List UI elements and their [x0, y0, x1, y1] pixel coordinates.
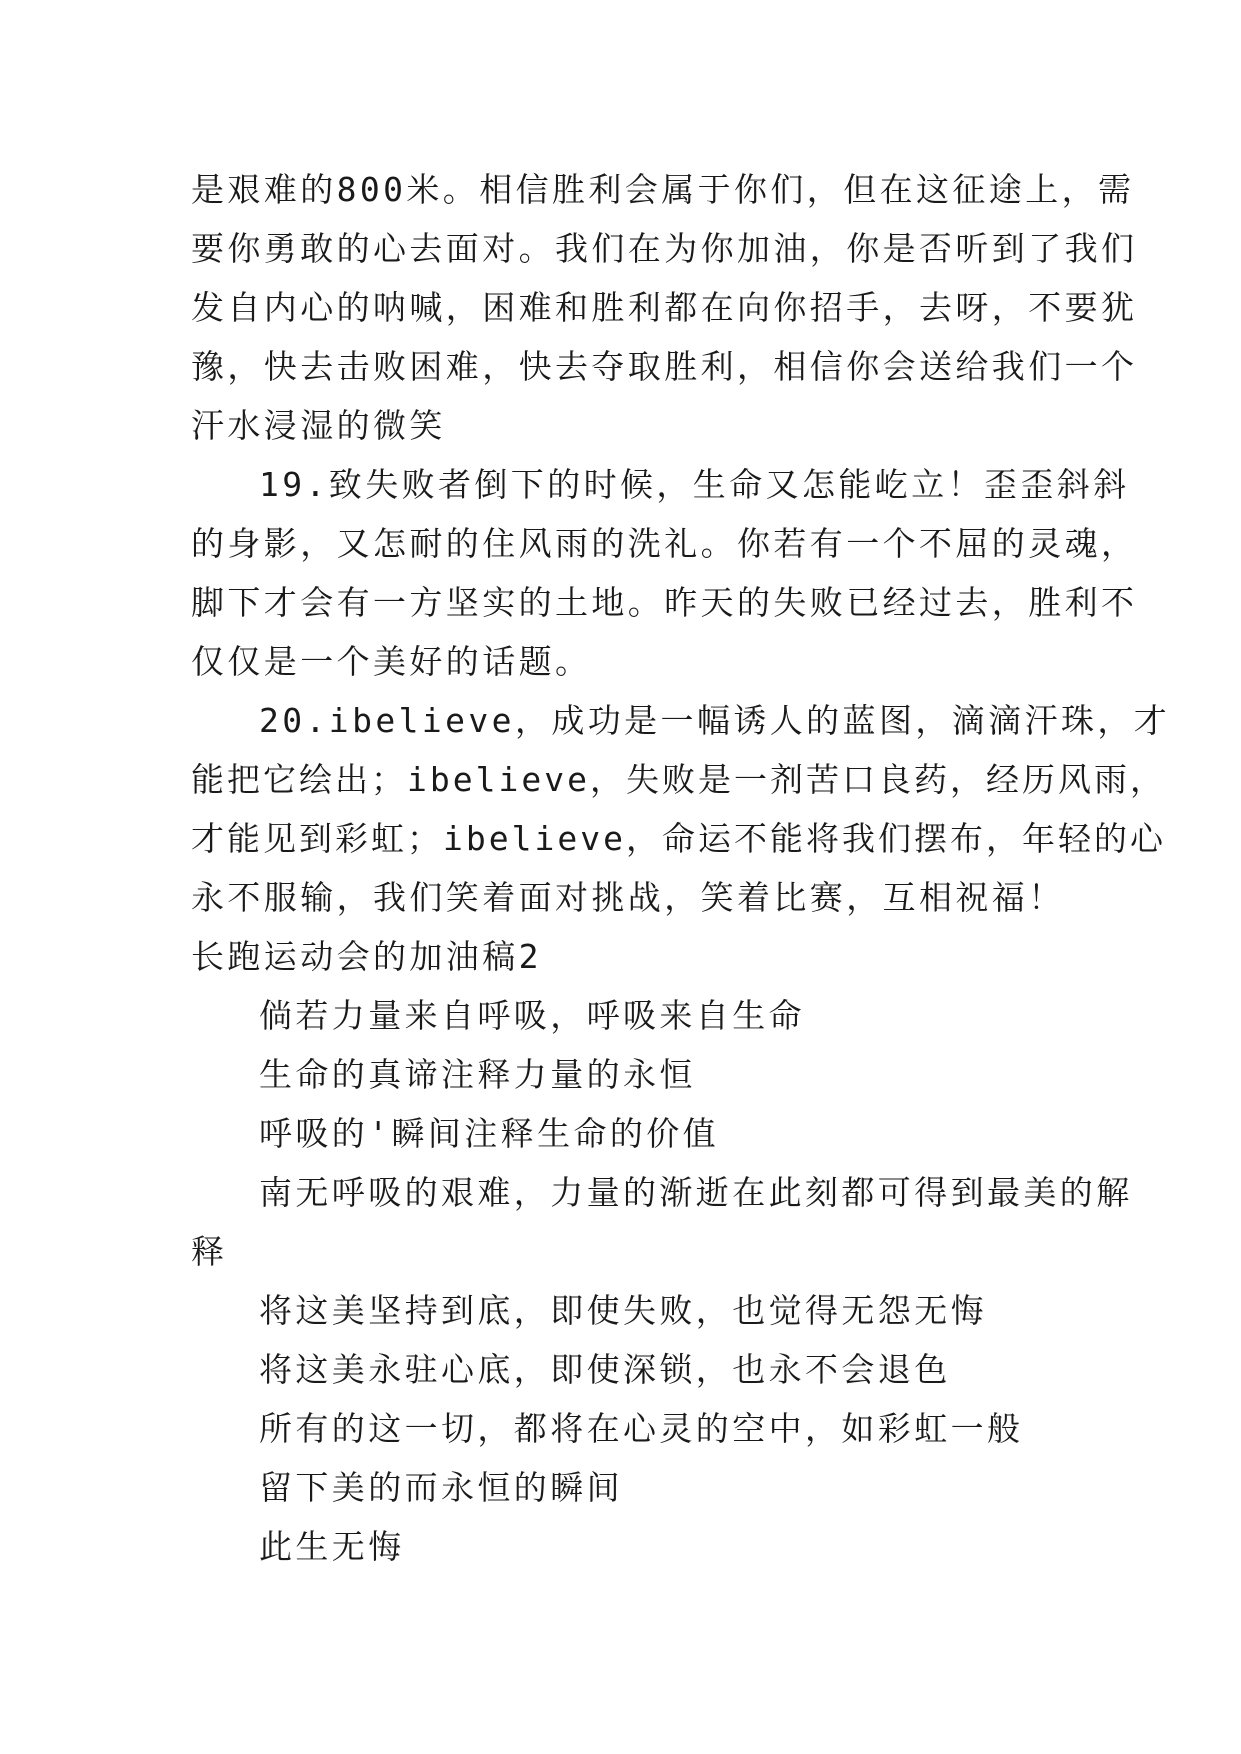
poem-line: 将这美永驻心底，即使深锁，也永不会退色	[259, 1350, 951, 1389]
poem-line: 将这美坚持到底，即使失败，也觉得无怨无悔	[259, 1291, 987, 1330]
paragraph-line: 汗水浸湿的微笑	[191, 406, 446, 445]
paragraph-line: 能把它绘出；ibelieve，失败是一剂苦口良药，经历风雨，	[191, 760, 1166, 799]
paragraph-line: 永不服输，我们笑着面对挑战，笑着比赛，互相祝福！	[191, 878, 1065, 917]
text-column	[191, 160, 1171, 1576]
paragraph-line: 豫，快去击败困难，快去夺取胜利，相信你会送给我们一个	[191, 347, 1138, 386]
paragraph-line: 19.致失败者倒下的时候，生命又怎能屹立！歪歪斜斜	[259, 465, 1130, 504]
paragraph-line: 是艰难的800米。相信胜利会属于你们，但在这征途上，需	[191, 170, 1135, 209]
paragraph-line: 20.ibelieve，成功是一幅诱人的蓝图，滴滴汗珠，才	[259, 701, 1171, 740]
paragraph-line: 脚下才会有一方坚实的土地。昨天的失败已经过去，胜利不	[191, 583, 1138, 622]
poem-line: 留下美的而永恒的瞬间	[259, 1468, 623, 1507]
poem-line: 南无呼吸的艰难，力量的渐逝在此刻都可得到最美的解	[259, 1173, 1133, 1212]
poem-line: 释	[191, 1232, 228, 1271]
paragraph-line: 的身影，又怎耐的住风雨的洗礼。你若有一个不屈的灵魂，	[191, 524, 1138, 563]
poem-line: 生命的真谛注释力量的永恒	[259, 1055, 696, 1094]
section-heading: 长跑运动会的加油稿2	[191, 937, 542, 976]
poem-line: 倘若力量来自呼吸，呼吸来自生命	[259, 996, 805, 1035]
paragraph-line: 要你勇敢的心去面对。我们在为你加油，你是否听到了我们	[191, 229, 1138, 268]
paragraph-line: 发自内心的呐喊，困难和胜利都在向你招手，去呀，不要犹	[191, 288, 1138, 327]
poem-line: 所有的这一切，都将在心灵的空中，如彩虹一般	[259, 1409, 1024, 1448]
paragraph-line: 才能见到彩虹；ibelieve，命运不能将我们摆布，年轻的心	[191, 819, 1166, 858]
paragraph-line: 仅仅是一个美好的话题。	[191, 642, 592, 681]
poem-line: 此生无悔	[259, 1527, 405, 1566]
poem-line: 呼吸的'瞬间注释生命的价值	[259, 1114, 720, 1153]
